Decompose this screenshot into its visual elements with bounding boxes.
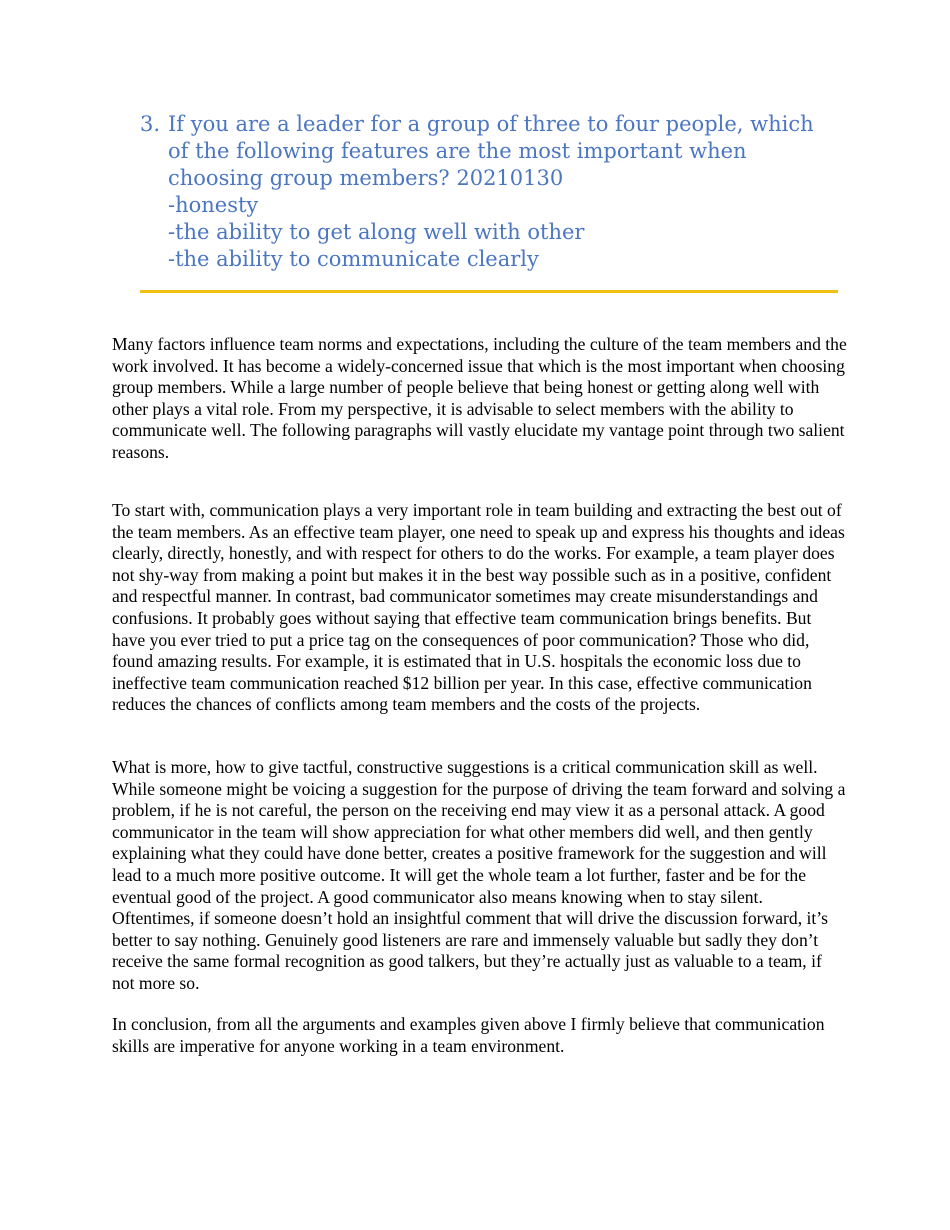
question-heading — [140, 111, 840, 273]
heading-divider — [140, 290, 838, 293]
question-lines — [168, 111, 840, 273]
paragraph-first-reason: To start with, communication plays a very important role in team building and extracting the best out of the team members. As an effective team player, one need to speak up and express his thoughts and ideas clearly, directly, honestly, and with respect for others to do the works. For example, a team player does not shy-way from making a point but makes it in the best way possible such as in a positive, confident and respectful manner. In contrast, bad communicator sometimes may create misunderstandings and confusions. It probably goes without saying that effective team communication brings benefits. But have you ever tried to put a price tag on the consequences of poor communication? Those who did, found amazing results. For example, it is estimated that in U.S. hospitals the economic loss due to ineffective team communication reached $12 billion per year. In this case, effective communication reduces the chances of conflicts among team members and the costs of the projects. — [112, 500, 845, 715]
question-line: choosing group members? 20210130 — [168, 166, 564, 190]
question-line: If you are a leader for a group of three to four people, which — [168, 112, 814, 136]
paragraph-second-reason: What is more, how to give tactful, constructive suggestions is a critical communication skill as well. While someone might be voicing a suggestion for the purpose of driving the team forward and solving a problem, if he is not careful, the person on the receiving end may view it as a personal attack. A good communicator in the team will show appreciation for what other members did well, and then gently explaining what they could have done better, creates a positive framework for the suggestion and will lead to a much more positive outcome. It will get the whole team a lot further, faster and be for the eventual good of the project. A good communicator also means knowing when to stay silent. Oftentimes, if someone doesn’t hold an insightful comment that will drive the discussion forward, it’s better to say nothing. Genuinely good listeners are rare and immensely valuable but sadly they don’t receive the same formal recognition as good talkers, but they’re actually just as valuable to a team, if not more so. — [112, 757, 846, 993]
question-number: 3. — [140, 112, 161, 136]
question-option-get-along: -the ability to get along well with other — [168, 220, 585, 244]
question-option-communicate: -the ability to communicate clearly — [168, 247, 539, 271]
paragraph-introduction: Many factors influence team norms and expectations, including the culture of the team members and the work involved. It has become a widely-concerned issue that which is the most important when choosing group members. While a large number of people believe that being honest or getting along well with other plays a vital role. From my perspective, it is advisable to select members with the ability to communicate well. The following paragraphs will vastly elucidate my vantage point through two salient reasons. — [112, 334, 847, 462]
question-line: of the following features are the most important when — [168, 139, 747, 163]
paragraph-conclusion: In conclusion, from all the arguments and examples given above I firmly believe that communication skills are imperative for anyone working in a team environment. — [112, 1014, 825, 1056]
question-option-honesty: -honesty — [168, 193, 259, 217]
